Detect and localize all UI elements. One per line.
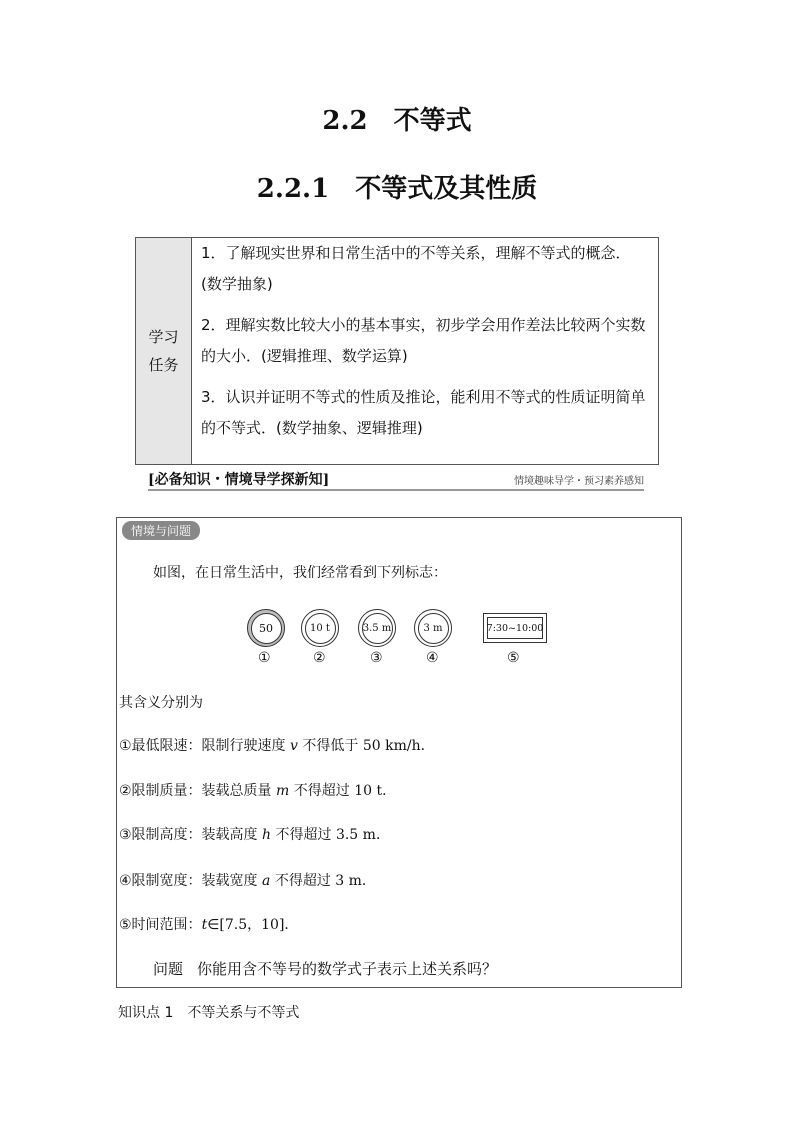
learning-tasks-label-cell (136, 238, 192, 464)
scenario-intro: 如图，在日常生活中，我们经常看到下列标志： (153, 565, 447, 581)
sign-number-5: ⑤ (507, 650, 520, 666)
section-title-text: 不等式 (393, 106, 472, 136)
question-label: 问题 (153, 960, 184, 978)
sign-time-range-text: 7:30~10:00 (487, 617, 543, 639)
section-header-bar (148, 469, 644, 491)
sign-height-limit (358, 609, 396, 647)
learning-tasks-content (192, 238, 658, 464)
section-header-right: 情境趣味导学・预习素养感知 (514, 476, 644, 487)
knowledge-point-heading (118, 1002, 299, 1022)
sign-time-range (483, 609, 547, 643)
meaning-title: 其含义分别为 (119, 695, 203, 711)
task-item-1: 1．了解现实世界和日常生活中的不等关系，理解不等式的概念．(数学抽象) (201, 244, 631, 293)
meaning-line-3: ③限制高度：装载高度 h 不得超过 3.5 m． (119, 827, 390, 843)
sign-number-1: ① (258, 650, 271, 666)
sign-width-limit-text: 3 m (418, 613, 449, 644)
sign-weight-limit-text: 10 t (305, 613, 336, 644)
question-text: 你能用含不等号的数学式子表示上述关系吗？ (197, 960, 498, 978)
section-number: 2.2 (322, 106, 368, 136)
meaning-line-1: ①最低限速：限制行驶速度 v 不得低于 50 km/h． (119, 738, 435, 754)
task-item-2: 2．理解实数比较大小的基本事实，初步学会用作差法比较两个实数的大小．(逻辑推理、数学运算) (201, 316, 646, 365)
section-title (0, 100, 794, 137)
meaning-line-2: ②限制质量：装载总质量 m 不得超过 10 t． (119, 783, 397, 799)
scenario-badge: 情境与问题 (122, 521, 200, 540)
sign-height-limit-text: 3.5 m (362, 613, 393, 644)
sign-min-speed-text: 50 (251, 613, 282, 644)
meaning-line-5: ⑤时间范围：t∈[7.5，10]． (119, 917, 299, 933)
sign-number-3: ③ (370, 650, 383, 666)
learning-tasks-table (135, 237, 659, 465)
sign-number-2: ② (313, 650, 326, 666)
sign-width-limit (414, 609, 452, 647)
learning-tasks-label: 学习 任务 (148, 328, 179, 374)
knowledge-point-title: 不等关系与不等式 (187, 1005, 300, 1021)
sign-number-4: ④ (426, 650, 439, 666)
knowledge-point-label: 知识点 1 (118, 1005, 174, 1021)
sign-weight-limit (301, 609, 339, 647)
subsection-title (0, 168, 794, 205)
task-item-3: 3．认识并证明不等式的性质及推论，能利用不等式的性质证明简单的不等式．(数学抽象、逻辑推理) (201, 388, 646, 437)
subsection-number: 2.2.1 (256, 174, 330, 204)
subsection-title-text: 不等式及其性质 (355, 174, 538, 204)
meaning-line-4: ④限制宽度：装载宽度 a 不得超过 3 m． (119, 873, 376, 889)
scenario-box (116, 517, 682, 988)
scenario-question (153, 958, 497, 979)
sign-min-speed (247, 609, 285, 647)
section-header-left: [必备知识・情境导学探新知] (148, 472, 330, 488)
